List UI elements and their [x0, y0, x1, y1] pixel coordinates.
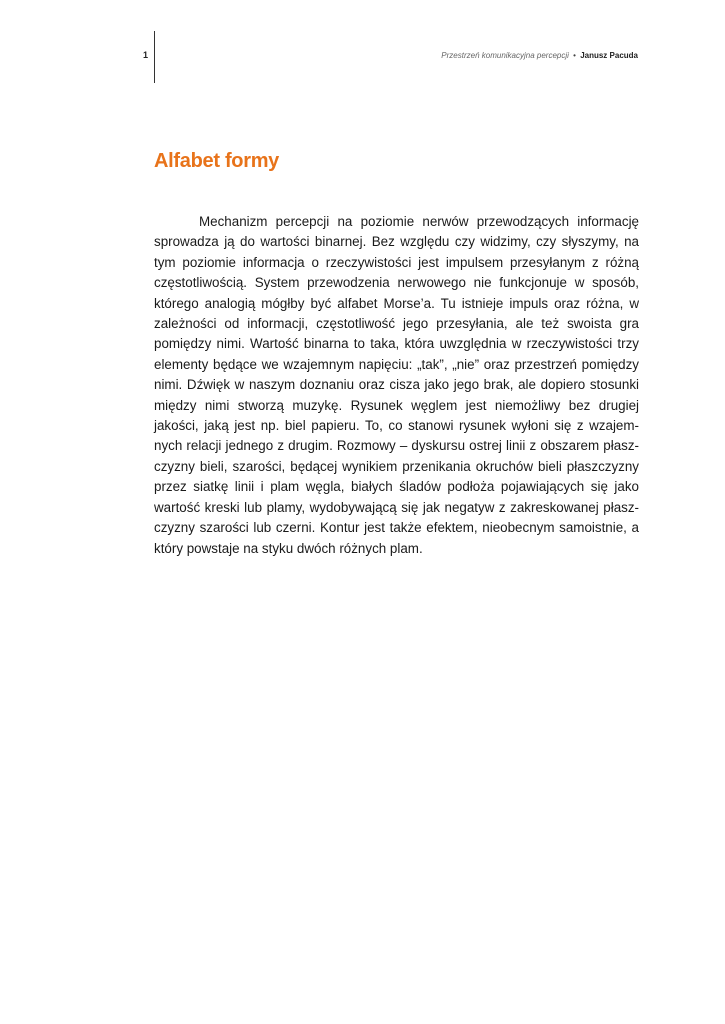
running-header-book-title: Przestrzeń komunikacyjna percepcji — [441, 51, 569, 60]
running-header-separator: • — [573, 51, 576, 60]
header-divider — [154, 31, 155, 83]
body-paragraph: Mechanizm percepcji na poziomie nerwów przewodzących informację sprowadza ją do wartości binarnej. Bez względu czy widzimy, czy słyszymy, na tym poziomie informacja o rzeczywistości jest impulsem przesyłanym z różną częstotliwością. System przewodzenia nerwowego nie funkcjonuje w sposób, którego analogią mógłby być alfabet Morse’a. Tu istnieje impuls oraz różna, w zależności od informacji, częstotliwość jego przesyłania, ale też swoista gra pomiędzy nimi. Wartość binarna to taka, która uwzględnia w rzeczywistości trzy elementy będące we wzajemnym napięciu: „tak”, „nie” oraz przestrzeń pomiędzy nimi. Dźwięk w naszym doznaniu oraz cisza jako jego brak, ale dopiero stosunki między nimi stworzą muzykę. Rysunek węglem jest niemożliwy bez drugiej jakości, jaką jest np. biel papieru. To, co stanowi rysunek wyłoni się z wzajemnych relacji jednego z drugim. Rozmowy – dyskursu ostrej linii z obszarem płaszczyzny bieli, szarości, będącej wynikiem przenikania okruchów bieli płaszczyzny przez siatkę linii i plam węgla, białych śladów podłoża pojawiających się jako wartość kreski lub plamy, wydobywającą się jak negatyw z zakreskowanej płaszczyzny szarości lub czerni. Kontur jest także efektem, nieobecnym samoistnie, a który powstaje na styku dwóch różnych plam. — [154, 214, 639, 556]
running-header-author: Janusz Pacuda — [580, 51, 638, 60]
running-header — [441, 51, 638, 60]
section-title: Alfabet formy — [154, 150, 280, 172]
page-number: 1 — [143, 50, 149, 60]
